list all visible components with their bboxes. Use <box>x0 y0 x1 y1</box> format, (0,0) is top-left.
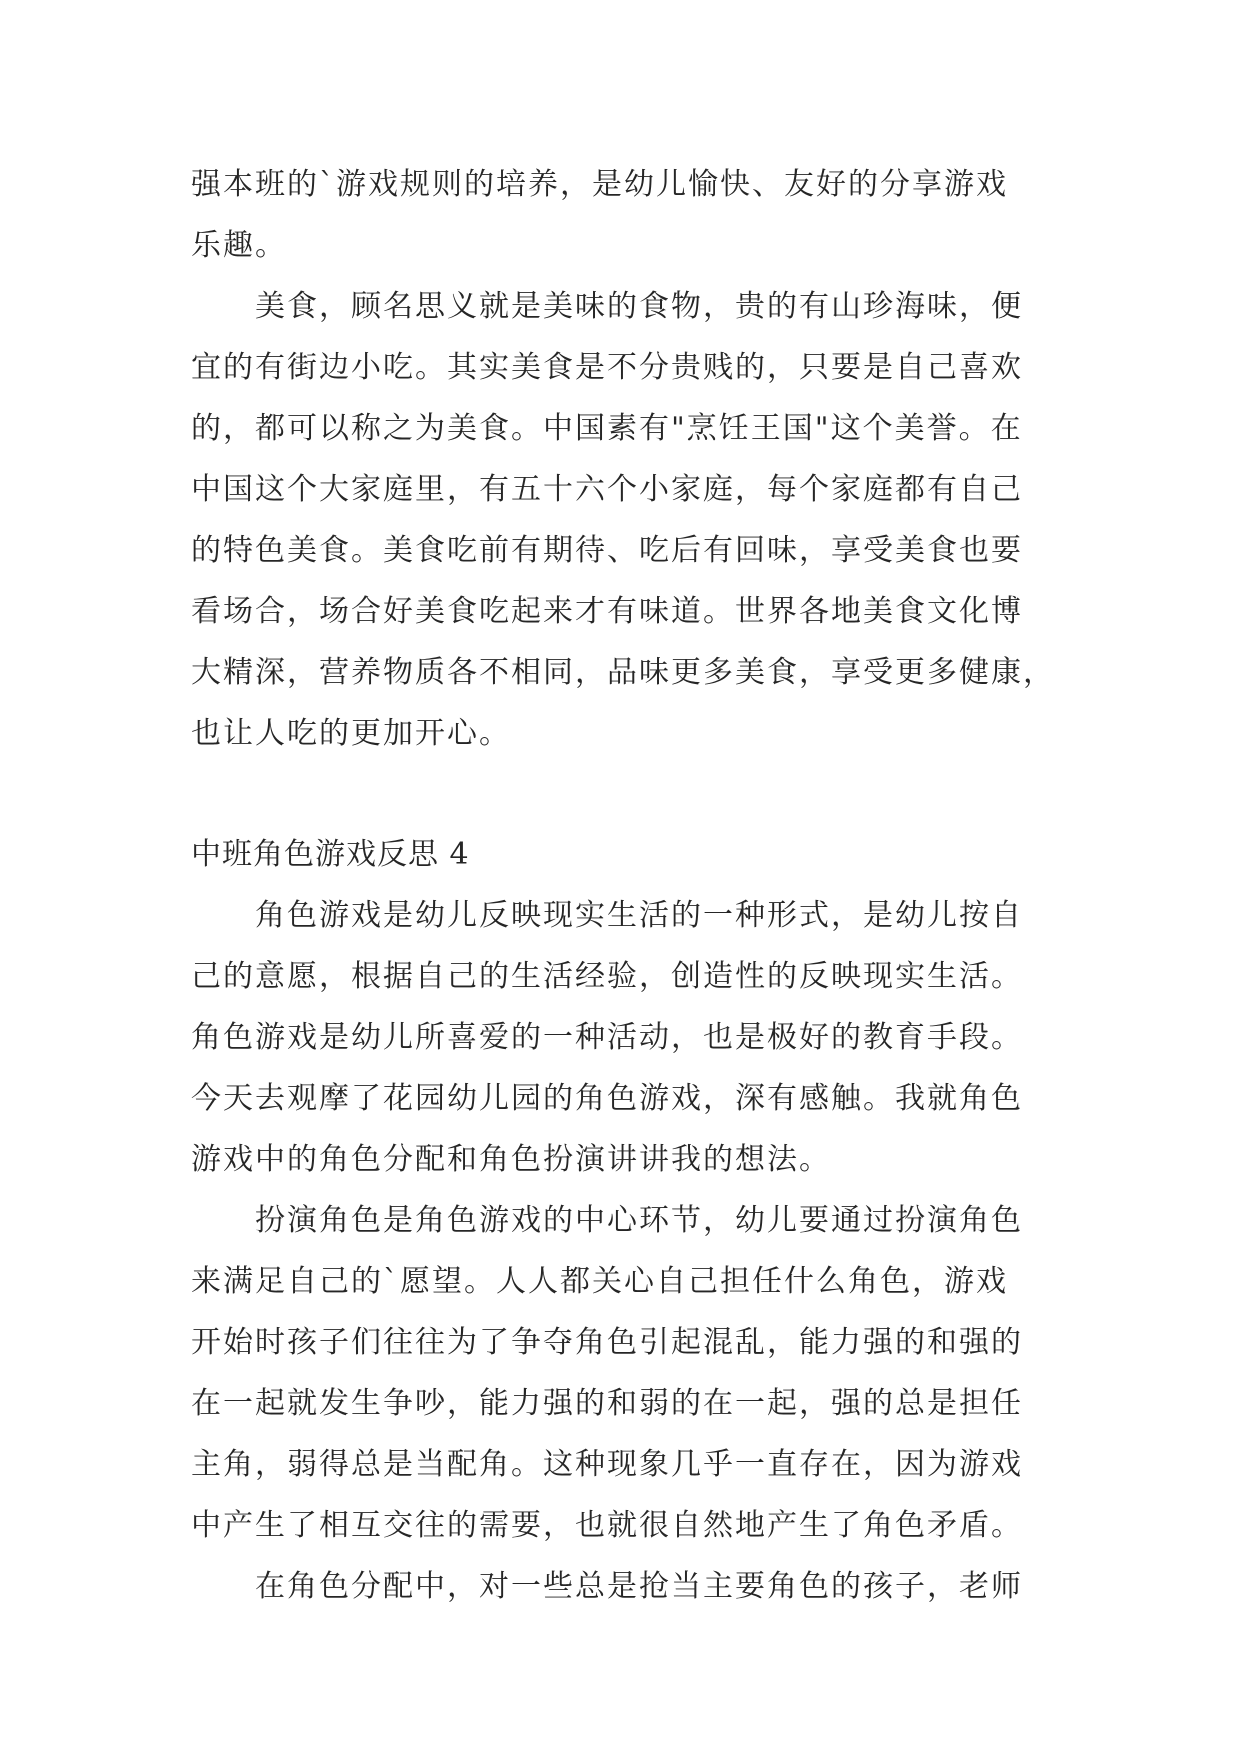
paragraph-line: 角色游戏是幼儿反映现实生活的一种形式，是幼儿按自 <box>255 898 1023 933</box>
paragraph-line: 中国这个大家庭里，有五十六个小家庭，每个家庭都有自己 <box>191 472 1023 507</box>
paragraph-line: 中产生了相互交往的需要，也就很自然地产生了角色矛盾。 <box>191 1508 1023 1543</box>
paragraph-line: 宜的有街边小吃。其实美食是不分贵贱的，只要是自己喜欢 <box>191 350 1023 385</box>
paragraph-line: 今天去观摩了花园幼儿园的角色游戏，深有感触。我就角色 <box>191 1081 1023 1116</box>
section-heading: 中班角色游戏反思 4 <box>191 837 470 872</box>
paragraph-4 <box>191 1190 1051 1556</box>
paragraph-line: 在一起就发生争吵，能力强的和弱的在一起，强的总是担任 <box>191 1386 1023 1421</box>
document-body <box>191 154 1055 1617</box>
paragraph-line: 扮演角色是角色游戏的中心环节，幼儿要通过扮演角色 <box>255 1203 1023 1238</box>
paragraph-line: 角色游戏是幼儿所喜爱的一种活动，也是极好的教育手段。 <box>191 1020 1023 1055</box>
paragraph-2 <box>191 276 1055 764</box>
paragraph-line: 主角，弱得总是当配角。这种现象几乎一直存在，因为游戏 <box>191 1447 1023 1482</box>
paragraph-line: 的特色美食。美食吃前有期待、吃后有回味，享受美食也要 <box>191 533 1023 568</box>
paragraph-3 <box>191 885 1051 1190</box>
section-spacer <box>191 764 1051 824</box>
paragraph-line: 己的意愿，根据自己的生活经验，创造性的反映现实生活。 <box>191 959 1023 994</box>
paragraph-line: 的，都可以称之为美食。中国素有"烹饪王国"这个美誉。在 <box>191 411 1023 446</box>
paragraph-line: 乐趣。 <box>191 228 287 263</box>
paragraph-line: 大精深，营养物质各不相同，品味更多美食，享受更多健康， <box>191 655 1055 690</box>
paragraph-line: 开始时孩子们往往为了争夺角色引起混乱，能力强的和强的 <box>191 1325 1023 1360</box>
paragraph-line: 在角色分配中，对一些总是抢当主要角色的孩子，老师 <box>255 1569 1023 1604</box>
paragraph-line: 看场合，场合好美食吃起来才有味道。世界各地美食文化博 <box>191 594 1023 629</box>
paragraph-line: 游戏中的角色分配和角色扮演讲讲我的想法。 <box>191 1142 831 1177</box>
paragraph-line: 来满足自己的`愿望。人人都关心自己担任什么角色，游戏 <box>191 1264 1008 1299</box>
paragraph-line: 也让人吃的更加开心。 <box>191 716 511 751</box>
paragraph-5 <box>191 1556 1051 1617</box>
paragraph-line: 美食，顾名思义就是美味的食物，贵的有山珍海味，便 <box>255 289 1023 324</box>
paragraph-line: 强本班的`游戏规则的培养，是幼儿愉快、友好的分享游戏 <box>191 167 1008 202</box>
paragraph-1 <box>191 154 1051 276</box>
